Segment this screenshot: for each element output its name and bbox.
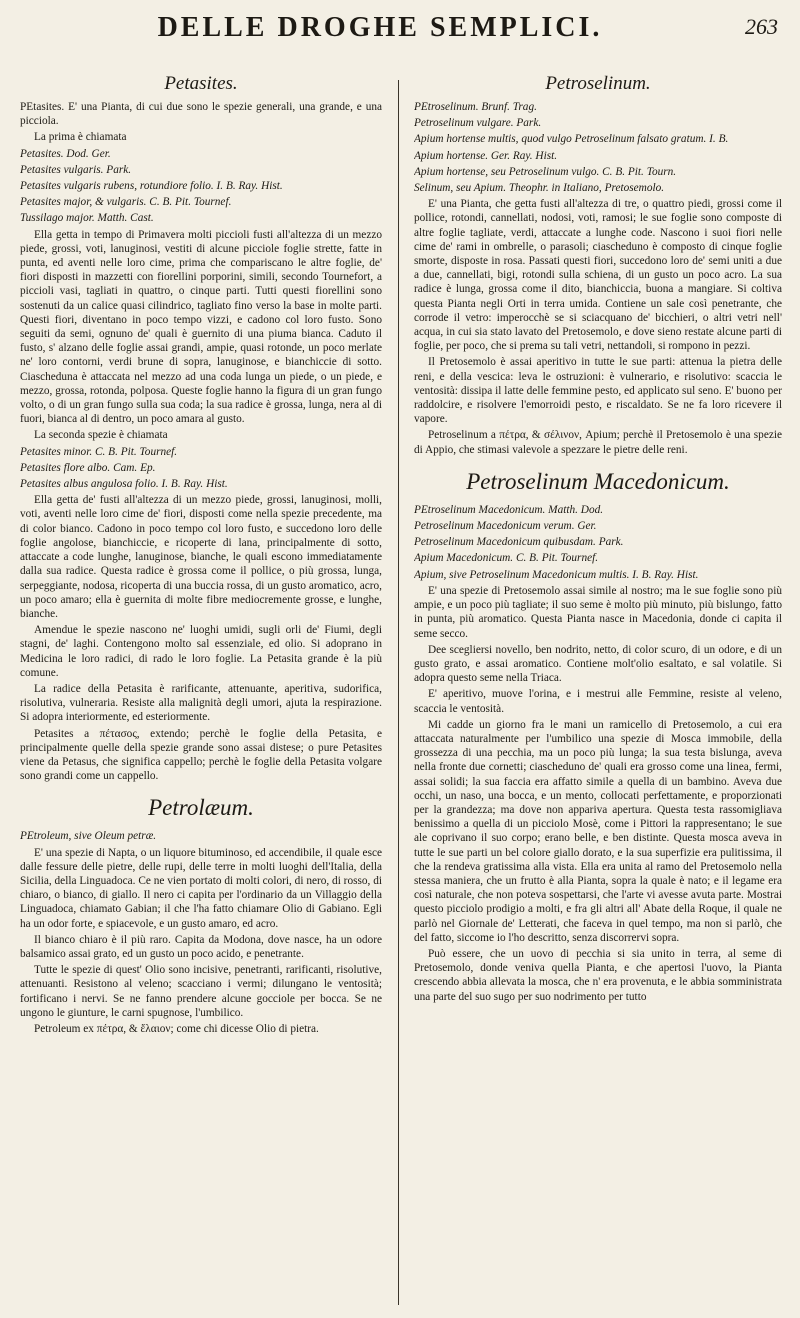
synonym-line: Apium hortense, seu Petroselinum vulgo. C. B. Pit. Tourn. — [414, 165, 677, 178]
entry-paragraph: Dee scegliersi novello, ben nodrito, netto, di color scuro, di un odore, e di un gusto grato, e assai aromatico. Contiene molt'olio esaltato, e sal volatile. Si adopra questo seme nella Triaca. — [414, 643, 782, 685]
column-divider — [398, 80, 399, 1305]
entry-paragraph: Petroselinum a πέτρα, & σέλινον, Apium; perchè il Pretosemolo è una spezie di Appio, che stimasi valevole a spezzare le pietre delle reni. — [414, 429, 782, 456]
synonym-line: Apium Macedonicum. C. B. Pit. Tournef. — [414, 552, 599, 565]
running-title: DELLE DROGHE SEMPLICI. — [157, 12, 603, 43]
entry-paragraph: La prima è chiamata — [34, 131, 127, 144]
synonym-line: Petroselinum Macedonicum quibusdam. Park. — [414, 536, 624, 549]
section-petrolaeum-body — [20, 829, 382, 1036]
synonym-line: Petasites albus angulosa folio. I. B. Ray. Hist. — [20, 478, 228, 491]
section-title-petroselinum: Petroselinum. — [545, 73, 651, 94]
entry-paragraph: E' una spezie di Pretosemolo assai simile al nostro; ma le sue foglie sono più ampie, e un poco più tagliate; il suo seme è molto più minuto, più bislungo, fatto in punta, più aromatico. Questa Pianta nasce in Macedonia, donde ci capita il seme secco. — [414, 584, 782, 640]
entry-paragraph: Il bianco chiaro è il più raro. Capita da Modona, dove nasce, ha un odore balsamico assai grato, ed un gusto un poco acido, e penetrante. — [20, 933, 382, 960]
synonym-line: Petasites vulgaris. Park. — [20, 163, 132, 176]
section-title-petrolaeum: Petrolæum. — [148, 795, 254, 821]
entry-paragraph: E' aperitivo, muove l'orina, e i mestrui alle Femmine, resiste al veleno, scaccia le ventosità. — [414, 688, 782, 715]
synonym-line: Apium hortense. Ger. Ray. Hist. — [414, 149, 558, 162]
entry-paragraph: Petasites a πέτασος, extendo; perchè le foglie della Petasita, e principalmente quelle della spezie grande sono assai distese; o pure Petasites viene da Petasus, che significa cappello; perchè le foglie della Petasita volgare sono grandi come un cappello. — [20, 727, 382, 783]
right-column — [414, 66, 782, 1311]
entry-paragraph: Petroleum ex πέτρα, & ἔλαιον; come chi dicesse Olio di pietra. — [34, 1022, 319, 1035]
synonym-line: Apium hortense multis, quod vulgo Petroselinum falsato gratum. I. B. — [414, 133, 729, 146]
entry-paragraph: Tutte le spezie di quest' Olio sono incisive, penetranti, rarificanti, risolutive, attenuanti. Resistono al veleno; scacciano i vermi; dilungano le ventosità; fortificano i nervi. Se ne fanno prendere alcune gocciole per bocca. Se ne ungono le giunture, le carni spugnose, l'umbilico. — [20, 964, 382, 1019]
synonym-line: Petasites. Dod. Ger. — [20, 147, 111, 160]
section-title-petasites: Petasites. — [164, 73, 238, 94]
entry-paragraph: La seconda spezie è chiamata — [34, 429, 168, 442]
entry-paragraph: Il Pretosemolo è assai aperitivo in tutte le sue parti: attenua la pietra delle reni, e della vescica: leva le ostruzioni: è vulnerario, e risolutivo: scaccia le ventosità: dissipa il latte delle femmine pesto, ed applicato sul seno. E' buono per raddolcire, e risolvere l'emorroidi pesto, e riscaldato. Se ne fa loro ricevere il vapore. — [414, 356, 782, 426]
synonym-line: Apium, sive Petroselinum Macedonicum multis. I. B. Ray. Hist. — [414, 568, 699, 581]
synonym-line: PEtroselinum. Brunf. Trag. — [414, 101, 537, 113]
left-column — [20, 66, 382, 1311]
synonym-line: Tussilago major. Matth. Cast. — [20, 212, 154, 225]
entry-paragraph: Può essere, che un uovo di pecchia si sia unito in terra, al seme di Pretosemolo, donde veniva quella Pianta, e che apertosi l'uovo, la Pianta crescendo abbia allevata la mosca, che n' era provenuta, e le abbia somministrata una parte del suo sugo per suo nodrimento per tutto — [414, 947, 782, 1003]
synonym-line: Petasites flore albo. Cam. Ep. — [20, 461, 156, 474]
synonym-line: Petasites minor. C. B. Pit. Tournef. — [20, 445, 178, 458]
page-header — [0, 0, 800, 44]
synonym-line: PEtroleum, sive Oleum petræ. — [20, 830, 157, 843]
entry-paragraph: Amendue le spezie nascono ne' luoghi umidi, sugli orli de' Fiumi, degli stagni, de' laghi. Contengono molto sal essenziale, ed olio. Si adoprano in Medicina le loro radici, di rado le loro foglie. La Petasita grande è la più comune. — [20, 624, 382, 679]
entry-paragraph: Mi cadde un giorno fra le mani un ramicello di Pretosemolo, a cui era attaccata naturalmente per l'umbilico una spezie di Mosca immobile, della grossezza di una pecchia, ma un poco più lunga; la sua testa bislunga, aveva nella fronte due cornetti; ciascheduno de' quali era grosso come una linea, fermi, assai solidi; la sua faccia era affatto simile a quella di un bambino. Aveva due occhi, un naso, una bocca, e un mento, collocati perfettamente, e proporzionati per la grandezza; ma dove non appariva apertura. Questa testa rassomigliava benissimo a quella di un picciolo Mosè, come i Pittori la rappresentano; le sue ale coprivano il suo corpo; erano belle, e ben distinte. Questa mosca aveva in tutte le sue parti un bel colore giallo dorato, e la sua superfizie era pulitissima, il che la rendeva gratissima alla vista. Ella era unita al ramo del Pretosemolo nella stessa maniera, che un frutto è alla Pianta, sopra la quale è nato; e il legame era così naturale, che non poteva sospettarsi, che l'arte vi avesse avuta parte. Mostrai questo picciolo prodigio a molti, e fra gli altri all' Abate della Roque, il quale ne parlò nel Giornale de' Letterati, che faceva in quel tempo, ma non si parlò, che del fatto, siccome io l'ho descritto, senza discorrervi sopra. — [414, 718, 782, 944]
synonym-line: PEtroselinum Macedonicum. Matth. Dod. — [414, 503, 604, 516]
entry-paragraph: PEtasites. E' una Pianta, di cui due sono le spezie generali, una grande, e una picciola. — [20, 101, 382, 128]
synonym-line: Selinum, seu Apium. Theophr. in Italiano, Pretosemolo. — [414, 182, 665, 195]
synonym-line: Petasites major, & vulgaris. C. B. Pit. Tournef. — [20, 196, 232, 209]
entry-paragraph: La radice della Petasita è rarificante, attenuante, aperitiva, sudorifica, risolutiva, vulneraria. Resiste alla malignità degli umori, ajuta la respirazione. Si adopra interiormente, ed esteriormente. — [20, 682, 382, 724]
section-title-petroselinum-macedonicum: Petroselinum Macedonicum. — [466, 468, 730, 494]
section-petroselinum-body — [414, 100, 782, 457]
page-number: 263 — [745, 14, 778, 39]
entry-paragraph: E' una spezie di Napta, o un liquore bituminoso, ed accendibile, il quale esce dalle fessure delle pietre, delle rupi, delle terre in molti luoghi dell'Italia, della Sicilia, della Linguadoca. Ce ne vien portato di molti colori, di nero, di rosso, di chiaro, o bianco, di giallo. Il nero ci capita per l'ordinario da un Villaggio della Linguadoca, chiamato Gabian; il che l'ha fatto chiamare Olio di Gabiano. Egli ha un odor forte, e spiacevole, e un gusto amaro, ed acro. — [20, 846, 382, 930]
section-petroselinum-macedonicum-body — [414, 503, 782, 1004]
synonym-line: Petasites vulgaris rubens, rotundiore folio. I. B. Ray. Hist. — [20, 180, 283, 193]
synonym-line: Petroselinum Macedonicum verum. Ger. — [414, 520, 597, 533]
entry-paragraph: E' una Pianta, che getta fusti all'altezza di tre, o quattro piedi, grossi come il pollice, rotondi, cannellati, nodosi, voti, ramosi; le sue foglie sono composte di altre foglie tagliate, verdi, attaccate a lunghe code. Nascono i suoi fiori nelle cime de' rami in ombrelle, o parasoli; ciascheduno è composto di cinque foglie smorte, disposte in rosa. Passati questi fiori, succedono loro de' semi uniti a due a due, cannellati, bigi, rotondi sulla schiena, di un gusto un poco acro. La sua radice è lunga, grossa come il dito, bianchiccia, buona a mangiare. Si coltiva questa Pianta negli Orti in terra umida. Contiene un sale così penetrante, che corrode il vetro: imperocchè se si sciacquano de' bicchieri, o altri vetri nell' acqua, in cui sia stato lavato del Pretosemolo, e dove sieno restate alcune parti di foglie, per poco, che si prema su tali vetri, nettandoli, si rompono in pezzi. — [414, 198, 782, 353]
entry-paragraph: Ella getta de' fusti all'altezza di un mezzo piede, grossi, lanuginosi, molli, voti, aventi nelle loro cime de' fiori, disposti come nella spezie precedente, ma di color bianco. Cadono in poco tempo col loro fusto, e succedono loro delle foglie angolose, bianchiccie, e ricoperte di lana, principalmente di sotto, attaccate a code lunghe, lanuginose, bianche, le quali escono immediatamente dalla sua radice. Questa radice è grossa come il pollice, o più grossa, lunga, serpeggiante, nodosa, ricoperta di una buccia rossa, di un gusto aromatico, acro, un poco amaro; ella è guernita di molte fibre mediocremente grosse, e lunghe, bianche. — [20, 494, 382, 620]
section-petasites-body — [20, 100, 382, 783]
entry-paragraph: Ella getta in tempo di Primavera molti piccioli fusti all'altezza di un mezzo piede, grossi, voti, lanuginosi, vestiti di alcune picciole foglie strette, fatte in punta, ed aventi nelle loro cime, prima che compariscano le altre foglie, de' fiori disposti in mazzetti con fiorellini porporini, simili, secondo Tournefort, a piccioli vasi, tagliati in quattro, o cinque parti. Tutti questi fiorellini sono sostenuti da un calice quasi cilindrico, tagliato fino verso la base in molte parti. Questi fiori, diventano in poco tempo vizzi, e cadono col loro fusto. Sono seguiti da semi, ognuno de' quali è guernito di una piuma bianca. Caduto il fusto, s' alzano delle foglie assai grandi, ampie, quasi rotonde, un poco merlate ne' loro contorni, verdi brune di sopra, lanuginose, e bianchiccie di sotto. Ciascheduna è attaccata nel mezzo ad una coda lunga un piede, o un piede, e mezzo, grossa, rotonda, polposa. Queste foglie hanno la figura di un gran fungo volto, o di un gran fungo sulla sua coda; la sua radice è grossa, lunga, nera al di fuori, bianca al di dentro, un poco amara al gusto. — [20, 228, 382, 426]
synonym-line: Petroselinum vulgare. Park. — [414, 117, 542, 130]
